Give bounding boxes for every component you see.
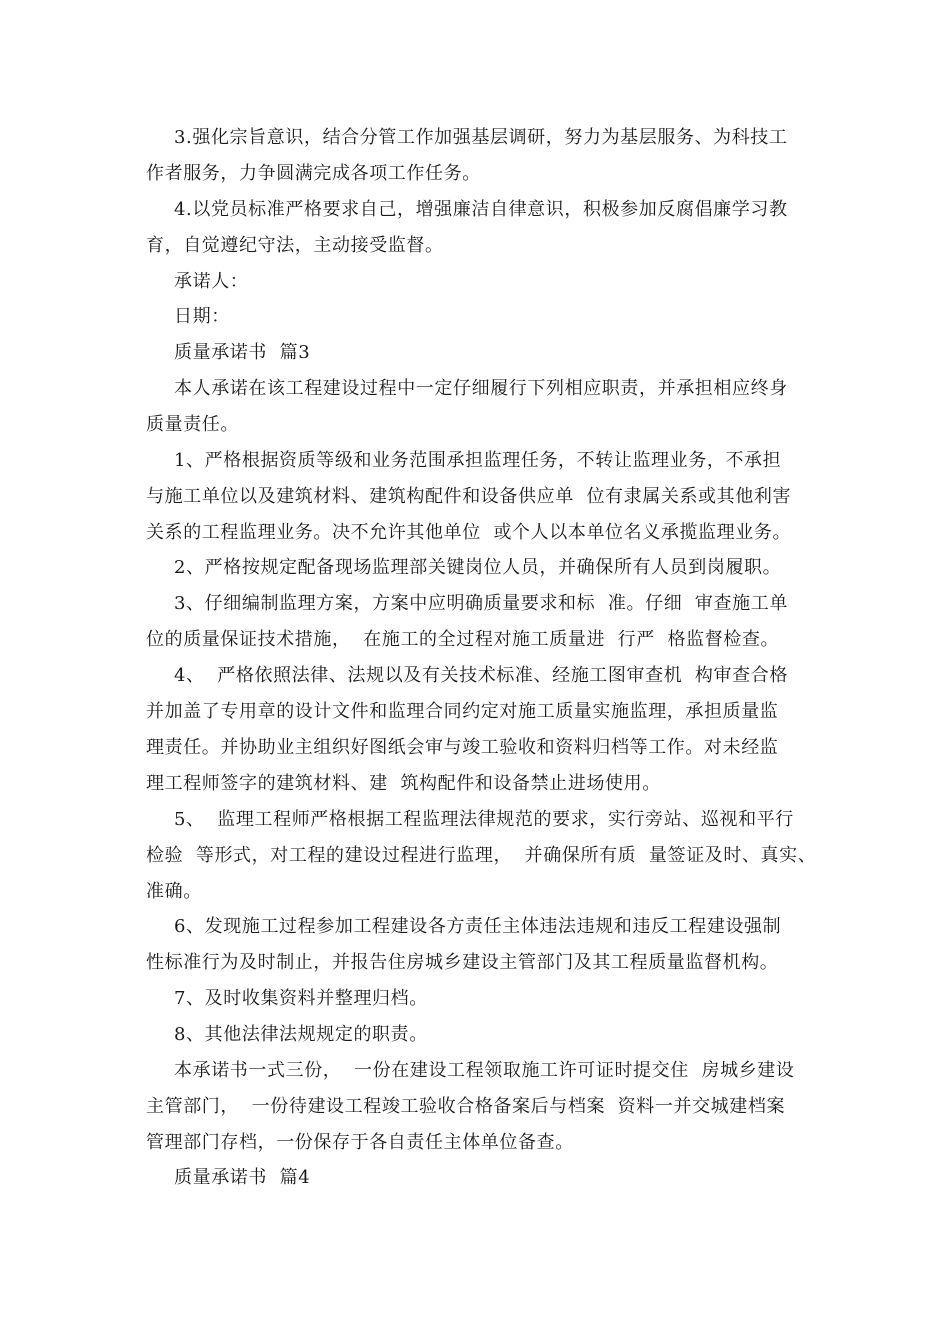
paragraph-line: 作者服务，力争圆满完成各项工作任务。 — [146, 163, 481, 184]
paragraph-line: 管理部门存档，一份保存于各自责任主体单位备查。 — [146, 1132, 574, 1153]
signatory-label: 承诺人： — [174, 271, 249, 292]
paragraph-line: 性标准行为及时制止，并报告住房城乡建设主管部门及其工程质量监督机构。 — [146, 952, 779, 973]
paragraph-line: 主管部门， 一份待建设工程竣工验收合格备案后与档案 资料一并交城建档案 — [146, 1096, 786, 1117]
paragraph-line: 准确。 — [146, 881, 202, 902]
paragraph-line: 4、 严格依照法律、法规以及有关技术标准、经施工图审查机 构审查合格 — [174, 665, 788, 686]
paragraph-line: 3.强化宗旨意识，结合分管工作加强基层调研，努力为基层服务、为科技工 — [174, 127, 788, 148]
paragraph-line: 检验 等形式，对工程的建设过程进行监理， 并确保所有质 量签证及时、真实、 — [146, 845, 817, 866]
paragraph-line: 5、 监理工程师严格根据工程监理法律规范的要求，实行旁站、巡视和平行 — [174, 809, 794, 830]
paragraph-line: 关系的工程监理业务。决不允许其他单位 或个人以本单位名义承揽监理业务。 — [146, 522, 792, 543]
paragraph-line: 本人承诺在该工程建设过程中一定仔细履行下列相应职责，并承担相应终身 — [174, 378, 788, 399]
paragraph-line: 本承诺书一式三份， 一份在建设工程领取施工许可证时提交住 房城乡建设 — [174, 1060, 795, 1081]
paragraph-line: 3、仔细编制监理方案，方案中应明确质量要求和标 准。仔细 审查施工单 — [174, 593, 788, 614]
paragraph-line: 2、严格按规定配备现场监理部关键岗位人员，并确保所有人员到岗履职。 — [174, 557, 782, 578]
paragraph-line: 理工程师签字的建筑材料、建 筑构配件和设备禁止进场使用。 — [146, 773, 661, 794]
paragraph-line: 7、及时收集资料并整理归档。 — [174, 988, 428, 1009]
paragraph-line: 育，自觉遵纪守法，主动接受监督。 — [146, 235, 444, 256]
paragraph-line: 理责任。并协助业主组织好图纸会审与竣工验收和资料归档等工作。对未经监 — [146, 737, 779, 758]
paragraph-line: 8、其他法律法规规定的职责。 — [174, 1024, 428, 1045]
section-heading: 质量承诺书 篇4 — [174, 1167, 311, 1188]
date-label: 日期： — [174, 306, 230, 327]
section-heading: 质量承诺书 篇3 — [174, 342, 311, 363]
paragraph-line: 质量责任。 — [146, 414, 239, 435]
paragraph-line: 并加盖了专用章的设计文件和监理合同约定对施工质量实施监理，承担质量监 — [146, 701, 779, 722]
paragraph-line: 1、严格根据资质等级和业务范围承担监理任务，不转让监理业务，不承担 — [174, 450, 782, 471]
paragraph-line: 与施工单位以及建筑材料、建筑构配件和设备供应单 位有隶属关系或其他利害 — [146, 486, 792, 507]
paragraph-line: 4.以党员标准严格要求自己，增强廉洁自律意识，积极参加反腐倡廉学习教 — [174, 199, 788, 220]
paragraph-line: 位的质量保证技术措施， 在施工的全过程对施工质量进 行严 格监督检查。 — [146, 629, 780, 650]
paragraph-line: 6、发现施工过程参加工程建设各方责任主体违法违规和违反工程建设强制 — [174, 916, 782, 937]
